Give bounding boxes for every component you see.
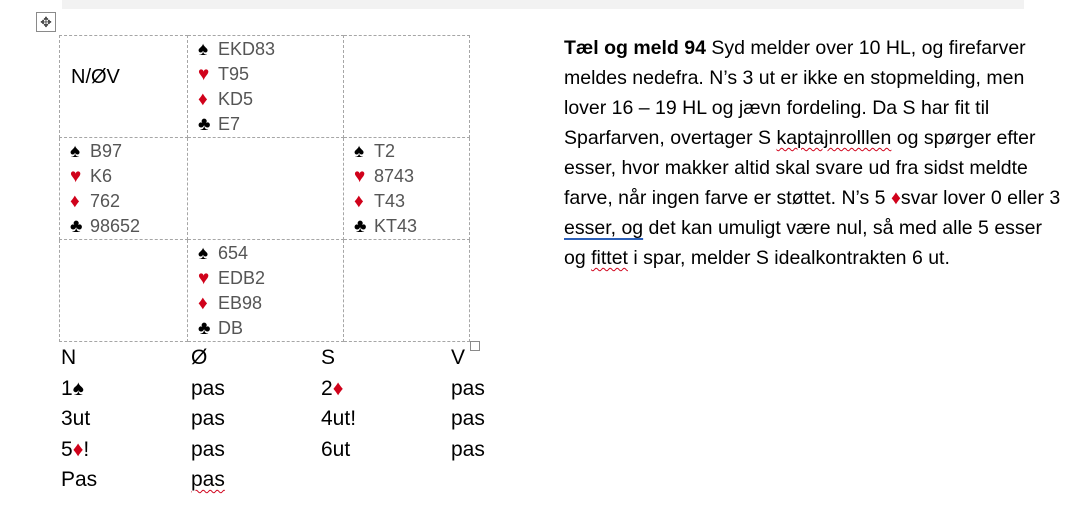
table-move-handle-icon[interactable]: ✥	[36, 12, 56, 32]
south-hand	[188, 240, 344, 342]
bid-east-1: pas	[191, 376, 225, 400]
east-hand	[344, 138, 470, 240]
bid-north-1: 1♠	[61, 376, 84, 400]
west-hand	[60, 138, 188, 240]
dealer-cell	[60, 36, 188, 138]
club-icon: ♣	[354, 216, 367, 237]
center-cell	[188, 138, 344, 240]
empty-cell	[344, 240, 470, 342]
south-clubs: DB	[218, 318, 244, 338]
spade-icon: ♠	[354, 141, 365, 162]
north-hearts: T95	[218, 64, 250, 84]
page-top-edge	[62, 0, 1024, 9]
empty-cell	[60, 240, 188, 342]
south-hearts: EDB2	[218, 268, 266, 288]
east-diamonds: T43	[374, 191, 406, 211]
bid-east-2: pas	[191, 407, 225, 430]
spade-icon: ♠	[198, 39, 209, 60]
east-spades: T2	[374, 141, 396, 161]
header-south: S	[321, 346, 336, 369]
west-clubs: 98652	[90, 216, 141, 236]
west-diamonds: 762	[90, 191, 121, 211]
diamond-icon: ♦	[72, 437, 84, 461]
bidding-row	[61, 435, 511, 466]
west-spades: B97	[90, 141, 123, 161]
bid-north-4: Pas	[61, 468, 98, 491]
bidding-sequence	[61, 343, 511, 496]
diamond-icon: ♦	[332, 376, 344, 400]
deal-diagram	[59, 35, 470, 342]
spade-icon: ♠	[72, 376, 84, 400]
heart-icon: ♥	[354, 166, 366, 187]
north-diamonds: KD5	[218, 89, 254, 109]
diamond-icon: ♦	[198, 293, 208, 314]
bid-south-3: 6ut	[321, 437, 351, 461]
bid-west-3: pas	[451, 437, 485, 461]
bid-east-4: pas	[191, 468, 225, 491]
bid-north-3: 5♦!	[61, 437, 90, 461]
bidding-row	[61, 404, 511, 435]
bid-south-1: 2♦	[321, 376, 344, 400]
spade-icon: ♠	[70, 141, 81, 162]
club-icon: ♣	[198, 114, 211, 135]
diamond-icon: ♦	[890, 187, 901, 209]
header-west: V	[451, 346, 466, 369]
south-spades: 654	[218, 243, 249, 263]
spade-icon: ♠	[198, 243, 209, 264]
west-hearts: K6	[90, 166, 113, 186]
heart-icon: ♥	[198, 64, 210, 85]
bidding-row	[61, 465, 511, 496]
south-diamonds: EB98	[218, 293, 263, 313]
bid-south-2: 4ut!	[321, 407, 357, 430]
bid-west-2: pas	[451, 407, 485, 430]
bid-east-3: pas	[191, 437, 225, 461]
diamond-icon: ♦	[354, 191, 364, 212]
spellcheck-word: fittet	[591, 247, 628, 269]
bidding-row	[61, 374, 511, 405]
north-clubs: E7	[218, 114, 241, 134]
heart-icon: ♥	[198, 268, 210, 289]
north-hand	[188, 36, 344, 138]
east-clubs: KT43	[374, 216, 418, 236]
commentary-paragraph: Tæl og meld 94 Syd melder over 10 HL, og firefarver meldes nedefra. N’s 3 ut er ikke en stopmelding, men lover 16 – 19 HL og jævn fordeling. Da S har fit til Sparfarven, overtager S kaptajnrolllen og spørger efter esser, hvor makker altid skal svare ud fra sidst meldte farve, når ingen farve er støttet. N’s 5 ♦svar lover 0 eller 3 esser, og det kan umuligt være nul, så med alle 5 esser og fittet i spar, melder S idealkontrakten 6 ut.	[564, 37, 1061, 269]
spellcheck-word: kaptajnrolllen	[776, 127, 892, 149]
club-icon: ♣	[70, 216, 83, 237]
empty-cell	[344, 36, 470, 138]
dealer-vulnerability: N/ØV	[71, 66, 120, 88]
north-spades: EKD83	[218, 39, 276, 59]
diamond-icon: ♦	[198, 89, 208, 110]
diamond-icon: ♦	[70, 191, 80, 212]
bid-north-2: 3ut	[61, 407, 91, 430]
bidding-header-row	[61, 343, 511, 374]
header-east: Ø	[191, 346, 208, 369]
commentary-title: Tæl og meld 94	[564, 37, 706, 59]
grammar-flag: esser, og	[564, 217, 644, 239]
header-north: N	[61, 346, 77, 369]
east-hearts: 8743	[374, 166, 415, 186]
club-icon: ♣	[198, 318, 211, 339]
heart-icon: ♥	[70, 166, 82, 187]
bid-west-1: pas	[451, 376, 485, 400]
